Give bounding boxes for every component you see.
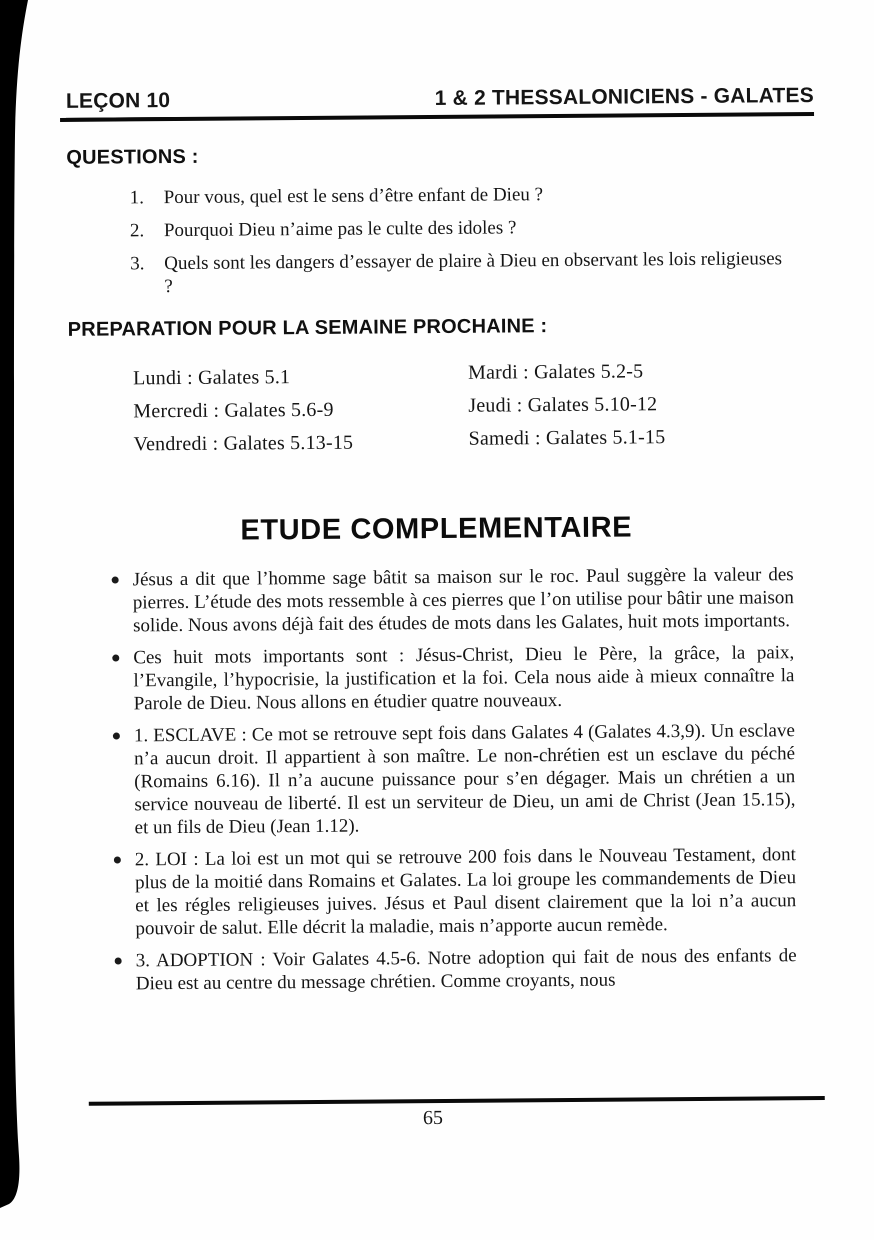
bullet-dot-icon bbox=[112, 576, 119, 583]
bullet-item bbox=[73, 944, 797, 996]
bullet-dot-icon bbox=[114, 856, 121, 863]
bullet-text: 1. ESCLAVE : Ce mot se retrouve sept fois dans Galates 4 (Galates 4.3,9). Un esclave n’a aucun droit. Il appartient à son maître. Le non-chrétien est un esclave du péché (Romains 6.16). Il n’a aucune puissance pour s’en dégager. Mais un chrétien a un service nouveau de liberté. Il est un serviteur de Dieu, un ami de Christ (Jean 15.15), et un fils de Dieu (Jean 1.12). bbox=[133, 720, 796, 839]
schedule-cell-tuesday: Mardi : Galates 5.2-5 bbox=[467, 360, 644, 384]
lesson-label: LEÇON 10 bbox=[66, 89, 177, 121]
bullet-dot-icon bbox=[115, 957, 122, 964]
question-text: Quels sont les dangers d’essayer de plaire à Dieu en observant les lois religieuses ? bbox=[164, 248, 783, 298]
etude-heading: ETUDE COMPLEMENTAIRE bbox=[240, 511, 633, 547]
schedule-cell-monday: Lundi : Galates 5.1 bbox=[133, 366, 291, 390]
header-title: 1 & 2 THESSALONICIENS - GALATES bbox=[434, 84, 814, 111]
schedule-cell-thursday: Jeudi : Galates 5.10-12 bbox=[468, 393, 658, 417]
questions-list bbox=[130, 181, 793, 308]
question-number: 3. bbox=[130, 253, 145, 275]
bullet-text: Ces huit mots importants sont : Jésus-Christ, Dieu le Père, la grâce, la paix, l’Evangile, l’hypocrisie, la justification et la foi. Cela nous aide à mieux connaître la Parole de Dieu. Nous allons en étudier quatre nouveaux. bbox=[133, 642, 795, 715]
question-text: Pour vous, quel est le sens d’être enfant de Dieu ? bbox=[163, 184, 544, 209]
question-item bbox=[130, 181, 792, 209]
schedule-cell-saturday: Samedi : Galates 5.1-15 bbox=[468, 426, 666, 450]
question-text: Pourquoi Dieu n’aime pas le culte des idoles ? bbox=[163, 217, 517, 242]
bullet-dot-icon bbox=[112, 654, 119, 661]
reading-schedule bbox=[133, 357, 774, 461]
questions-heading: QUESTIONS : bbox=[66, 145, 199, 169]
etude-bullet-list bbox=[70, 563, 797, 1005]
question-number: 1. bbox=[129, 187, 145, 209]
bullet-text: 3. ADOPTION : Voir Galates 4.5-6. Notre adoption qui fait de nous des enfants de Dieu est au centre du message chrétien. Comme croyants, nous bbox=[135, 945, 797, 995]
schedule-cell-wednesday: Mercredi : Galates 5.6-9 bbox=[133, 398, 334, 423]
bullet-item bbox=[72, 843, 797, 941]
question-item bbox=[130, 247, 792, 298]
question-number: 2. bbox=[129, 220, 145, 242]
bullet-text: Jésus a dit que l’homme sage bâtit sa maison sur le roc. Paul suggère la valeur des pierres. L’étude des mots ressemble à ces pierres que l’on utilise pour bâtir une maison solide. Nous avons déjà fait des études de mots dans les Galates, huit mots importants. bbox=[132, 564, 794, 637]
bullet-item bbox=[71, 719, 796, 840]
bullet-item bbox=[70, 641, 795, 716]
preparation-heading: PREPARATION POUR LA SEMAINE PROCHAINE : bbox=[67, 315, 548, 341]
bullet-text: 2. LOI : La loi est un mot qui se retrouve 200 fois dans le Nouveau Testament, dont plus de la moitié dans Romains et Galates. La loi groupe les commandements de Dieu et les régles religieuses juives. Jésus et Paul disent clairement que la loi n’a aucun pouvoir de salut. Elle décrit la maladie, mais n’apporte aucun remède. bbox=[134, 844, 797, 940]
question-item bbox=[130, 214, 792, 242]
schedule-cell-friday: Vendredi : Galates 5.13-15 bbox=[133, 431, 354, 456]
page-number: 65 bbox=[422, 1106, 443, 1130]
bullet-dot-icon bbox=[113, 732, 120, 739]
bullet-item bbox=[70, 563, 795, 638]
